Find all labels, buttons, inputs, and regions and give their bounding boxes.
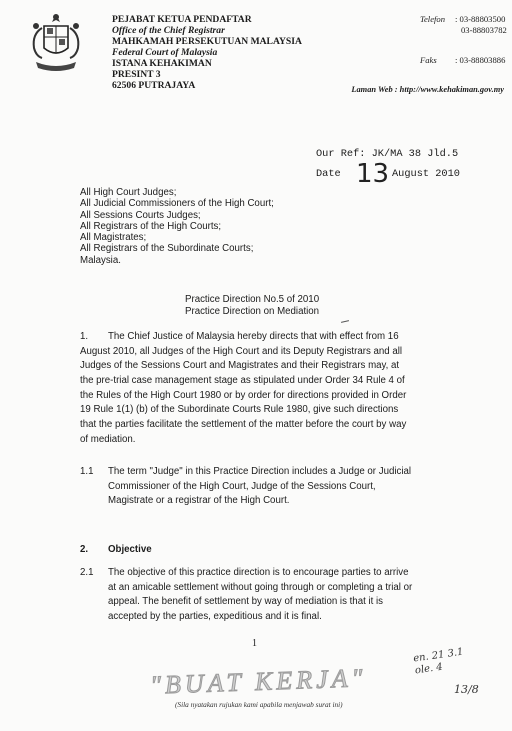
para1-1-line: The term "Judge" in this Practice Direction includes a Judge or Judicial — [108, 466, 412, 477]
para2-1-line: accepted by the parties, expeditious and it is final. — [108, 611, 322, 623]
addressee-line: All High Court Judges; — [80, 187, 177, 198]
handwritten-annotation: en. 21 3.1 ole. 4 — [412, 646, 465, 677]
pen-mark — [341, 320, 349, 323]
buat-kerja-stamp: "BUAT KERJA" — [149, 663, 367, 700]
addressee-list — [80, 186, 274, 265]
telefon-value-2: 03-88803782 — [461, 25, 507, 35]
faks-value: : 03-88803886 — [455, 55, 506, 65]
para1-line: Judges of the Sessions Court and Magistrates and their Registrars may, at — [80, 360, 400, 372]
addressee-line: All Registrars of the High Courts; — [80, 220, 222, 232]
coat-of-arms-logo — [26, 8, 86, 76]
letterhead-court-en: Federal Court of Malaysia — [112, 47, 218, 58]
title-line-1: Practice Direction No.5 of 2010 — [185, 294, 320, 305]
faks-label: Faks — [420, 55, 437, 65]
para1-line: that the parties facilitate the settlement of the matter before the court by way — [80, 419, 407, 431]
addressee-line: All Registrars of the Subordinate Courts; — [80, 243, 254, 255]
para1-1-line: Magistrate or a registrar of the High Court. — [108, 495, 290, 507]
page-number: 1 — [252, 638, 257, 649]
telefon-value-1: : 03-88803500 — [455, 14, 506, 24]
addressee-line: Malaysia. — [80, 254, 121, 266]
para1-1-number: 1.1 — [80, 466, 94, 477]
addressee-line: All Sessions Courts Judges; — [80, 209, 201, 221]
para1-1-line: Commissioner of the High Court, Judge of the Sessions Court, — [108, 480, 376, 492]
para1-line: The Chief Justice of Malaysia hereby directs that with effect from 16 — [108, 331, 399, 342]
letterhead-office-en: Office of the Chief Registrar — [112, 25, 225, 36]
para1-line: August 2010, all Judges of the High Court and its Deputy Registrars and all — [80, 345, 403, 357]
addressee-line: All Magistrates; — [80, 232, 147, 244]
section2-number: 2. — [80, 544, 89, 555]
date-month-year: August 2010 — [392, 168, 460, 180]
letterhead-postcode: 62506 PUTRAJAYA — [112, 80, 196, 91]
para2-1-body — [108, 566, 412, 625]
addressee-line: All Judicial Commissioners of the High Court; — [80, 198, 274, 210]
para2-1-line: at an amicable settlement without going through or completing a trial or — [108, 581, 413, 593]
handwritten-date-day: 13 — [356, 159, 390, 189]
date-label: Date — [316, 168, 341, 180]
title-line-2: Practice Direction on Mediation — [185, 306, 320, 317]
letterhead-office-ms: PEJABAT KETUA PENDAFTAR — [112, 14, 252, 25]
para2-1-line: The objective of this practice direction is to encourage parties to arrive — [108, 567, 409, 578]
footer-note: (Sila nyatakan rujukan kami apabila menjawab surat ini) — [175, 700, 343, 709]
handwritten-initials: 13/8 — [454, 683, 479, 696]
telefon-label: Telefon — [420, 14, 445, 24]
our-ref: Our Ref: JK/MA 38 Jld.5 — [316, 148, 459, 160]
section2-heading: Objective — [108, 544, 152, 555]
para1-number: 1. — [80, 331, 89, 342]
para1-1-body — [108, 465, 411, 509]
para1-line: of mediation. — [80, 433, 136, 445]
para1-line: the Rules of the High Court 1980 or by order for directions provided in Order — [80, 389, 407, 401]
letterhead-court-ms: MAHKAMAH PERSEKUTUAN MALAYSIA — [112, 36, 302, 47]
para2-1-number: 2.1 — [80, 567, 94, 578]
website-line: Laman Web : http://www.kehakiman.gov.my — [351, 85, 504, 94]
para1-line: the pre-trial case management stage as stipulated under Order 34 Rule 4 of — [80, 375, 405, 387]
para1-body — [80, 330, 406, 448]
letterhead-precinct: PRESINT 3 — [112, 69, 161, 80]
para1-line: 19 Rule 1(1) (b) of the Subordinate Courts Rule 1980, give such directions — [80, 404, 399, 416]
letterhead-building: ISTANA KEHAKIMAN — [112, 58, 212, 69]
para2-1-line: appeal. The benefit of settlement by way of mediation is that it is — [108, 596, 383, 608]
